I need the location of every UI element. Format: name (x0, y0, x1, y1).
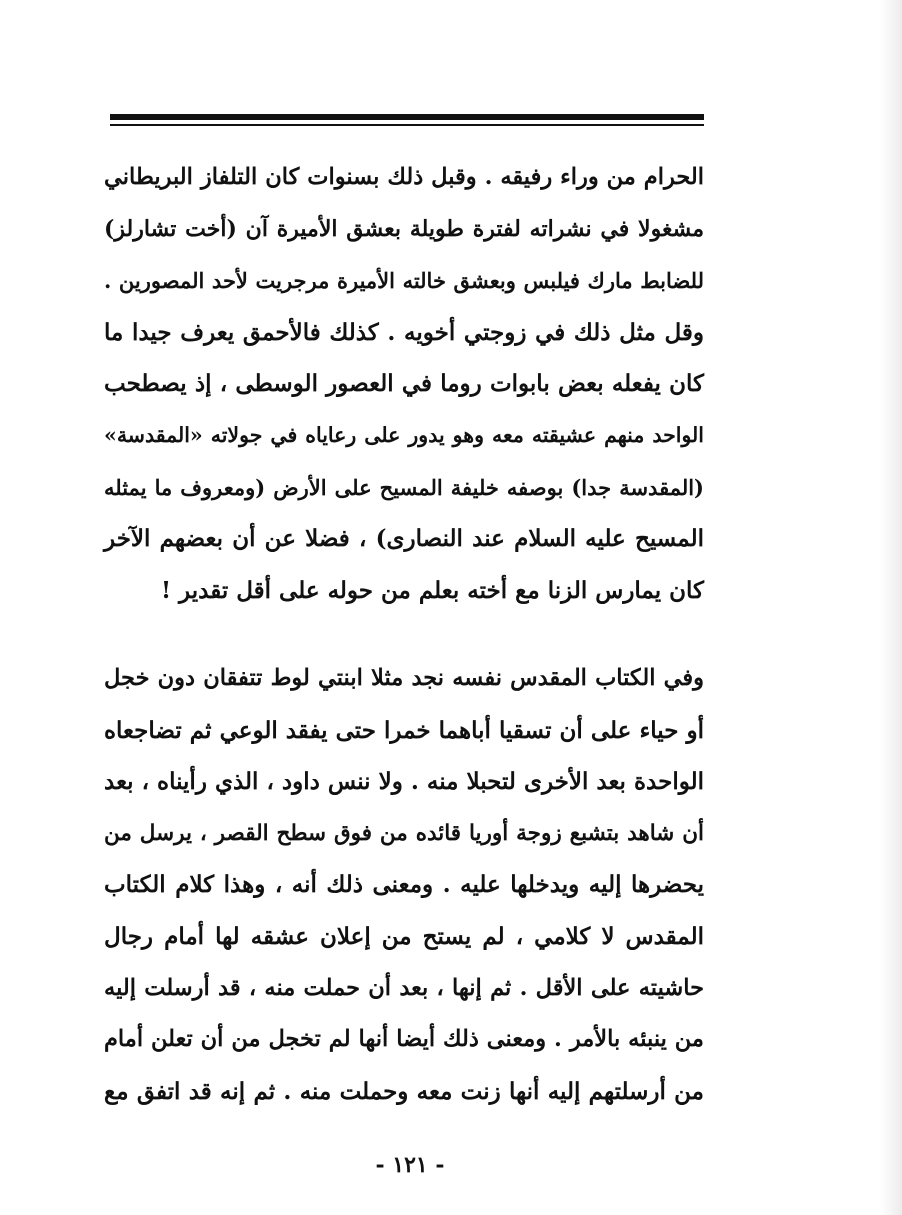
text-line: للضابط مارك فيلبس وبعشق خالته الأميرة مرجريت لأحد المصورين . (104, 268, 704, 294)
text-line: الواحد منهم عشيقته معه وهو يدور على رعاياه في جولاته «المقدسة» (104, 422, 704, 447)
text-line: وفي الكتاب المقدس نفسه نجد مثلا ابنتي لوط تتفقان دون خجل (104, 665, 704, 691)
header-rule-thin (110, 124, 704, 126)
text-line: أو حياء على أن تسقيا أباهما خمرا حتى يفقد الوعي ثم تضاجعاه (104, 716, 704, 744)
text-line: كان يمارس الزنا مع أخته بعلم من حوله على أقل تقدير ! (160, 576, 704, 604)
text-line: وقل مثل ذلك في زوجتي أخويه . كذلك فالأحمق يعرف جيدا ما (104, 318, 704, 346)
text-line: الواحدة بعد الأخرى لتحبلا منه . ولا ننس داود ، الذي رأيناه ، بعد (104, 768, 704, 796)
text-line: (المقدسة جدا) بوصفه خليفة المسيح على الأرض (ومعروف ما يمثله (104, 474, 704, 500)
text-line: يحضرها إليه ويدخلها عليه . ومعنى ذلك أنه ، وهذا كلام الكتاب (104, 871, 704, 899)
text-line: كان يفعله بعض بابوات روما في العصور الوسطى ، إذ يصطحب (104, 370, 704, 398)
text-line: المقدس لا كلامي ، لم يستح من إعلان عشقه لها أمام رجال (104, 922, 704, 950)
text-line: حاشيته على الأقل . ثم إنها ، بعد أن حملت منه ، قد أرسلت إليه (104, 974, 704, 1001)
text-line: من أرسلتهم إليه أنها زنت معه وحملت منه . ثم إنه قد اتفق مع (104, 1077, 704, 1105)
paragraph-2 (104, 653, 704, 1117)
header-rule (110, 114, 704, 126)
page-edge-shadow (880, 0, 902, 1215)
text-line: أن شاهد بتشبع زوجة أوريا قائده من فوق سطح القصر ، يرسل من (104, 820, 704, 846)
paragraph-1 (104, 152, 704, 616)
page-number: - ١٢١ - (375, 1152, 445, 1178)
header-rule-thick (110, 114, 704, 120)
text-line: الحرام من وراء رفيقه . وقبل ذلك بسنوات كان التلفاز البريطاني (104, 164, 704, 190)
text-line: المسيح عليه السلام عند النصارى) ، فضلا عن أن بعضهم الآخر (104, 525, 704, 553)
text-line: مشغولا في نشراته لفترة طويلة بعشق الأميرة آن (أخت تشارلز) (104, 215, 704, 242)
text-line: من ينبئه بالأمر . ومعنى ذلك أيضا أنها لم تخجل من أن تعلن أمام (104, 1026, 704, 1053)
